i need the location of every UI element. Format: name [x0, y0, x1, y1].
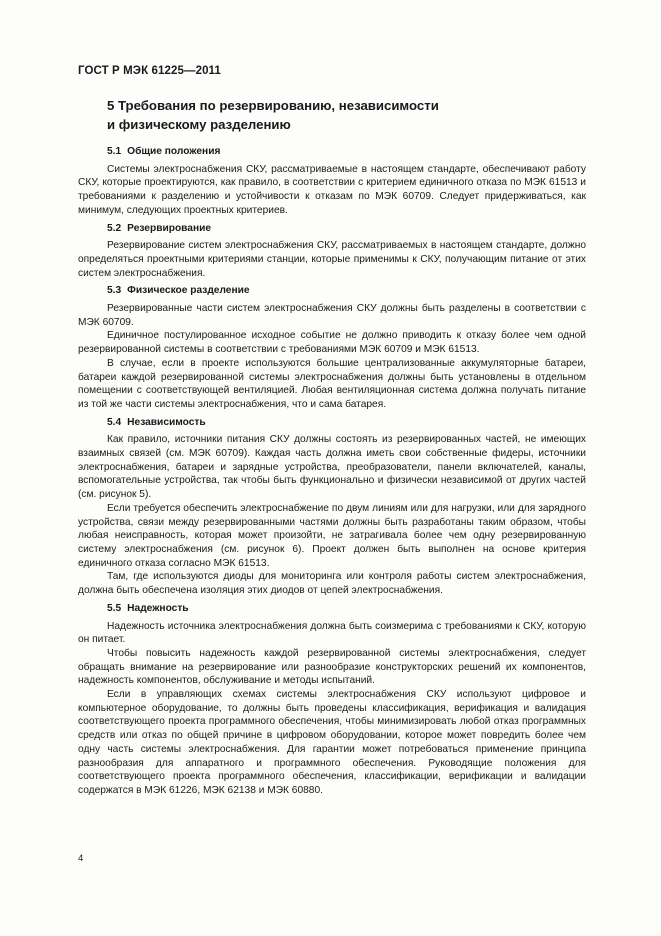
subsection-number: 5.1	[107, 146, 122, 157]
subsection-heading-5-5	[107, 602, 586, 616]
document-body	[78, 145, 586, 798]
subsection-title: Общие положения	[127, 146, 221, 157]
paragraph: Системы электроснабжения СКУ, рассматриваемые в настоящем стандарте, обеспечивают работу СКУ, которые проектируются, как правило, в соответствии с критерием единичного отказа по МЭК 61513 и требованиями к разделению и устойчивости к отказам по МЭК 60709. Следует придерживаться, как минимум, следующих проектных критериев.	[78, 163, 586, 216]
paragraph: Резервированные части систем электроснабжения СКУ должны быть разделены в соответствии с МЭК 60709.	[78, 303, 586, 328]
paragraph: Как правило, источники питания СКУ должны состоять из резервированных частей, не имеющих взаимных связей (см. МЭК 60709). Каждая часть должна иметь свои собственные фидеры, источники электроснабжения, батареи и зарядные устройства, преобразователи, панели включателей, каналы, вспомогательные устройства, так чтобы быть функционально и физически независимой от других частей (см. рисунок 5).	[78, 434, 586, 501]
paragraph: Там, где используются диоды для мониторинга или контроля работы систем электроснабжения, должна быть обеспечена изоляция этих диодов от цепей электроснабжения.	[78, 571, 586, 597]
paragraph: Резервирование систем электроснабжения СКУ, рассматриваемых в настоящем стандарте, должно определяться проектными критериями станции, которые применимы к СКУ, получающим питание от этих систем электроснабжения.	[78, 240, 586, 279]
subsection-title: Резервирование	[127, 222, 212, 234]
subsection-number: 5.2	[107, 222, 122, 234]
paragraph: Надежность источника электроснабжения должна быть соизмерима с требованиями к СКУ, которую он питает.	[78, 620, 586, 646]
subsection-title: Надежность	[127, 602, 189, 614]
paragraph: В случае, если в проекте используются большие централизованные аккумуляторные батареи, батареи каждой резервированной системы электроснабжения должны быть установлены в отдельном помещении с соответствующей вентиляцией. Любая вентиляционная система должна получать питание из той же части системы электроснабжения, что и сама батарея.	[78, 357, 586, 410]
subsection-heading-5-3	[107, 284, 586, 298]
paragraph: Чтобы повысить надежность каждой резервированной системы электроснабжения, следует обращать внимание на резервирование или разнообразие конструкторских решений их компонентов, надежность компонентов, обслуживание и методы испытаний.	[78, 647, 586, 687]
paragraph: Если в управляющих схемах системы электроснабжения СКУ используют цифровое и компьютерное оборудование, то должны быть проведены классификация, верификация и валидация соответствующего проекта программного обеспечения, чтобы минимизировать любой отказ программных средств или отказ по общей причине в цифровом оборудовании, которое может повредить более чем одну часть системы электроснабжения. Для гарантии может потребоваться применение принципа разнообразия для аппаратного и программного обеспечения. Руководящие положения для соответствующего проекта программного обеспечения, классификации, верификации и валидации содержатся в МЭК 61226, МЭК 62138 и МЭК 60880.	[78, 689, 586, 796]
subsection-heading-5-1	[107, 145, 586, 159]
section-title-line-1: 5 Требования по резервированию, независимости	[107, 98, 439, 113]
page-number: 4	[78, 853, 84, 864]
subsection-title: Независимость	[127, 416, 206, 428]
subsection-number: 5.4	[107, 416, 122, 428]
subsection-title: Физическое разделение	[127, 285, 250, 297]
subsection-number: 5.3	[107, 285, 122, 297]
paragraph: Если требуется обеспечить электроснабжение по двум линиям или для нагрузки, или для зарядного устройства, связи между резервированными частями должны быть разработаны таким образом, чтобы любая неисправность, которая может произойти, не затрагивала более чем одну резервированную систему электроснабжения (см. рисунок 6). Проект должен быть выполнен на основе критерия единичного отказа согласно МЭК 61513.	[78, 502, 586, 569]
subsection-number: 5.5	[107, 602, 122, 614]
section-title	[107, 96, 439, 134]
paragraph: Единичное постулированное исходное событие не должно приводить к отказу более чем одной резервированной системы в соответствии с требованиями МЭК 60709 и МЭК 61513.	[78, 330, 586, 356]
document-header: ГОСТ Р МЭК 61225—2011	[78, 65, 221, 77]
subsection-heading-5-2	[107, 222, 586, 236]
subsection-heading-5-4	[107, 416, 586, 430]
section-title-line-2: и физическому разделению	[107, 117, 291, 132]
